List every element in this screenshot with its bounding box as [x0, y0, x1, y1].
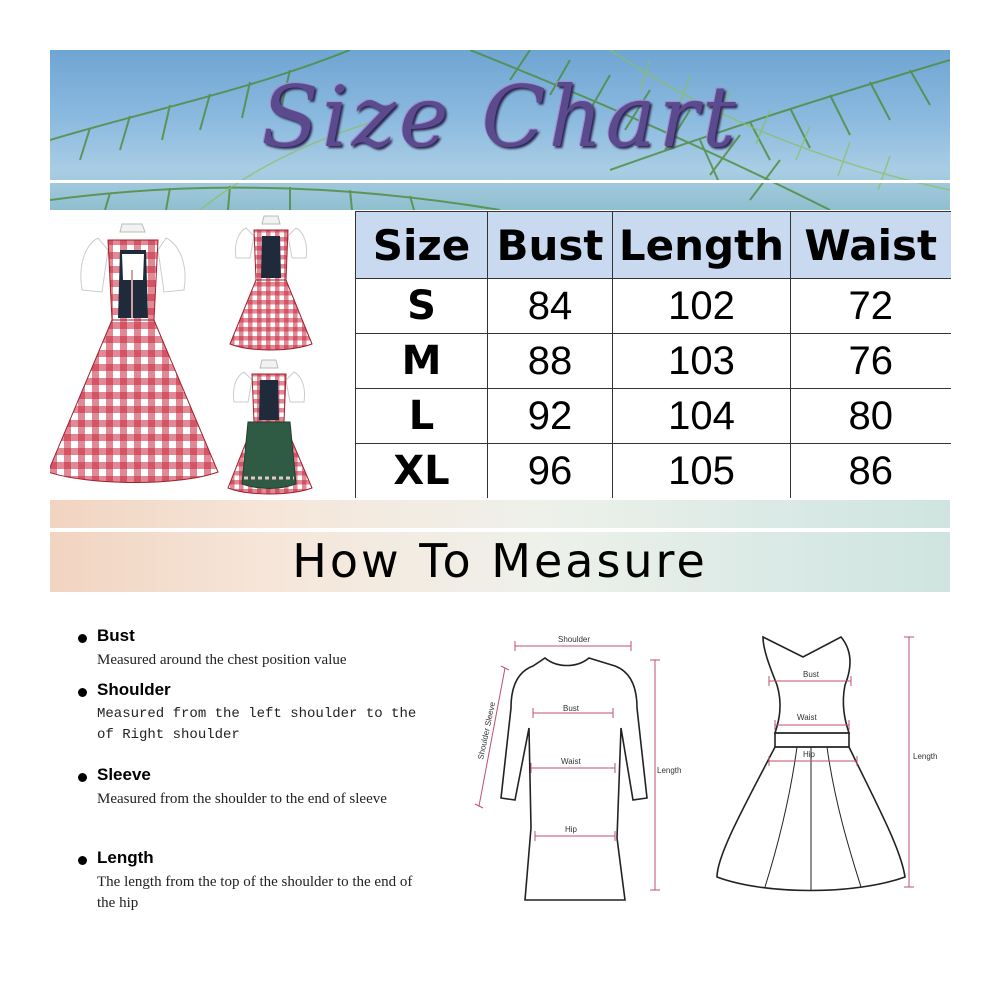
bullet-icon [78, 688, 87, 697]
size-table-header-row [356, 212, 951, 279]
length-cell: 103 [613, 334, 791, 389]
dress-illustrations [50, 210, 355, 500]
waistband-outline [775, 733, 849, 747]
label-waist: Waist [561, 757, 581, 766]
how-to-measure-title: How To Measure [292, 534, 708, 588]
banner-title: Size Chart [261, 68, 739, 166]
product-photos [50, 210, 355, 500]
label-shoulder-sleeve: Shoulder Sleeve [476, 701, 498, 761]
header-bust: Bust [488, 212, 613, 279]
bust-cell: 96 [488, 444, 613, 499]
how-to-measure-band [50, 500, 950, 592]
header-waist: Waist [791, 212, 951, 279]
waist-cell: 72 [791, 279, 951, 334]
label-hip: Hip [565, 825, 578, 834]
instruction-description: Measured from the shoulder to the end of sleeve [97, 791, 387, 807]
bust-cell: 84 [488, 279, 613, 334]
instruction-description: Measured around the chest position value [97, 652, 347, 668]
header-size: Size [356, 212, 488, 279]
green-apron-dress [228, 360, 312, 494]
banner-divider [50, 180, 950, 183]
table-row [356, 444, 951, 499]
label-shoulder: Shoulder [558, 635, 591, 644]
label-bust: Bust [563, 704, 580, 713]
size-chart-banner [50, 50, 950, 210]
label-waist: Waist [797, 713, 817, 722]
waist-cell: 76 [791, 334, 951, 389]
instruction-heading: Sleeve [97, 765, 151, 784]
long-sleeve-dress-diagram [465, 628, 700, 908]
instruction-heading: Bust [97, 626, 135, 645]
bullet-icon [78, 856, 87, 865]
length-cell: 102 [613, 279, 791, 334]
label-bust: Bust [803, 670, 820, 679]
length-cell: 104 [613, 389, 791, 444]
label-hip: Hip [803, 750, 816, 759]
instruction-description: The length from the top of the shoulder to the end of the hip [97, 874, 413, 911]
instruction-heading: Shoulder [97, 680, 171, 699]
bust-cell: 88 [488, 334, 613, 389]
large-gingham-dress [50, 224, 218, 483]
dress-outline [501, 658, 647, 900]
bullet-icon [78, 773, 87, 782]
small-gingham-dress [230, 216, 312, 350]
waist-cell: 80 [791, 389, 951, 444]
header-length: Length [613, 212, 791, 279]
size-cell: L [356, 389, 488, 444]
sleeveless-dress-diagram [705, 625, 950, 910]
instruction-description: Measured from the left shoulder to the of Right shoulder [97, 706, 417, 743]
size-table [355, 211, 951, 498]
table-row [356, 279, 951, 334]
table-row [356, 334, 951, 389]
waist-cell: 86 [791, 444, 951, 499]
bullet-icon [78, 634, 87, 643]
label-length: Length [657, 766, 682, 775]
size-cell: XL [356, 444, 488, 499]
band-divider [50, 528, 950, 532]
table-row [356, 389, 951, 444]
instruction-heading: Length [97, 848, 154, 867]
length-cell: 105 [613, 444, 791, 499]
label-length: Length [913, 752, 938, 761]
size-cell: S [356, 279, 488, 334]
size-cell: M [356, 334, 488, 389]
bust-cell: 92 [488, 389, 613, 444]
